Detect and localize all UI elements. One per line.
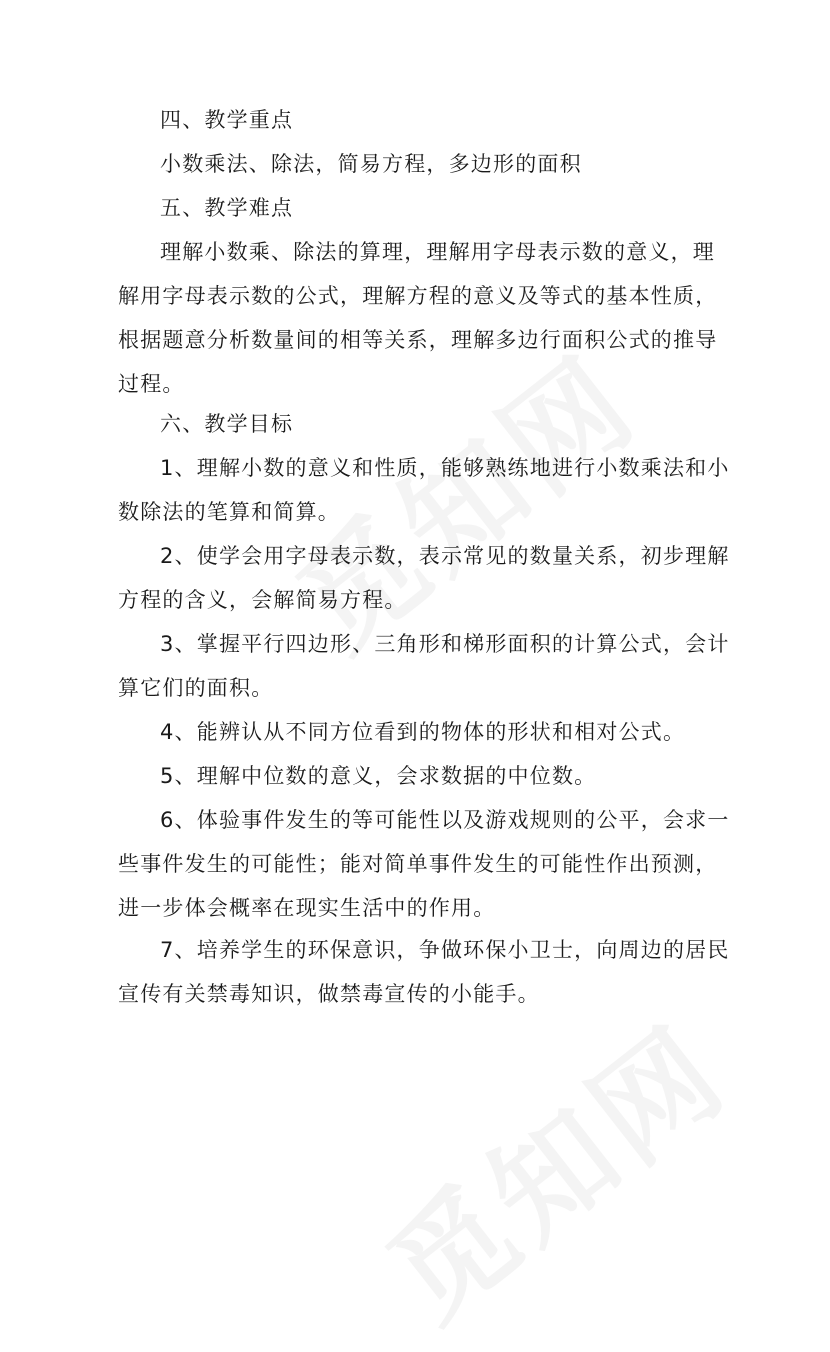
list-item-continuation: 算它们的面积。	[118, 676, 274, 700]
list-item: 3、掌握平行四边形、三角形和梯形面积的计算公式，会计	[160, 632, 730, 656]
list-item-continuation: 进一步体会概率在现实生活中的作用。	[118, 896, 496, 920]
list-item-continuation: 方程的含义，会解简易方程。	[118, 588, 407, 612]
list-item: 4、能辨认从不同方位看到的物体的形状和相对公式。	[160, 720, 686, 744]
list-item: 5、理解中位数的意义，会求数据的中位数。	[160, 764, 597, 788]
list-item-continuation: 些事件发生的可能性；能对简单事件发生的可能性作出预测，	[118, 852, 718, 876]
list-item: 7、培养学生的环保意识，争做环保小卫士，向周边的居民	[160, 938, 730, 962]
list-item: 6、体验事件发生的等可能性以及游戏规则的公平，会求一	[160, 808, 730, 832]
paragraph-line: 小数乘法、除法，简易方程，多边形的面积	[160, 152, 582, 176]
list-item-continuation: 宣传有关禁毒知识，做禁毒宣传的小能手。	[118, 982, 540, 1006]
paragraph-line: 解用字母表示数的公式，理解方程的意义及等式的基本性质，	[118, 284, 718, 308]
section-heading: 六、教学目标	[160, 412, 294, 436]
list-item-continuation: 数除法的笔算和简算。	[118, 500, 340, 524]
paragraph-line: 根据题意分析数量间的相等关系，理解多边行面积公式的推导	[118, 328, 718, 352]
list-item: 1、理解小数的意义和性质，能够熟练地进行小数乘法和小	[160, 456, 730, 480]
paragraph-line: 过程。	[118, 372, 185, 396]
section-heading: 四、教学重点	[160, 108, 294, 132]
section-heading: 五、教学难点	[160, 196, 294, 220]
watermark-logo	[348, 980, 756, 1352]
list-item: 2、使学会用字母表示数，表示常见的数量关系，初步理解	[160, 544, 730, 568]
paragraph-line: 理解小数乘、除法的算理，理解用字母表示数的意义，理	[160, 240, 715, 264]
watermark-logo	[258, 310, 666, 682]
